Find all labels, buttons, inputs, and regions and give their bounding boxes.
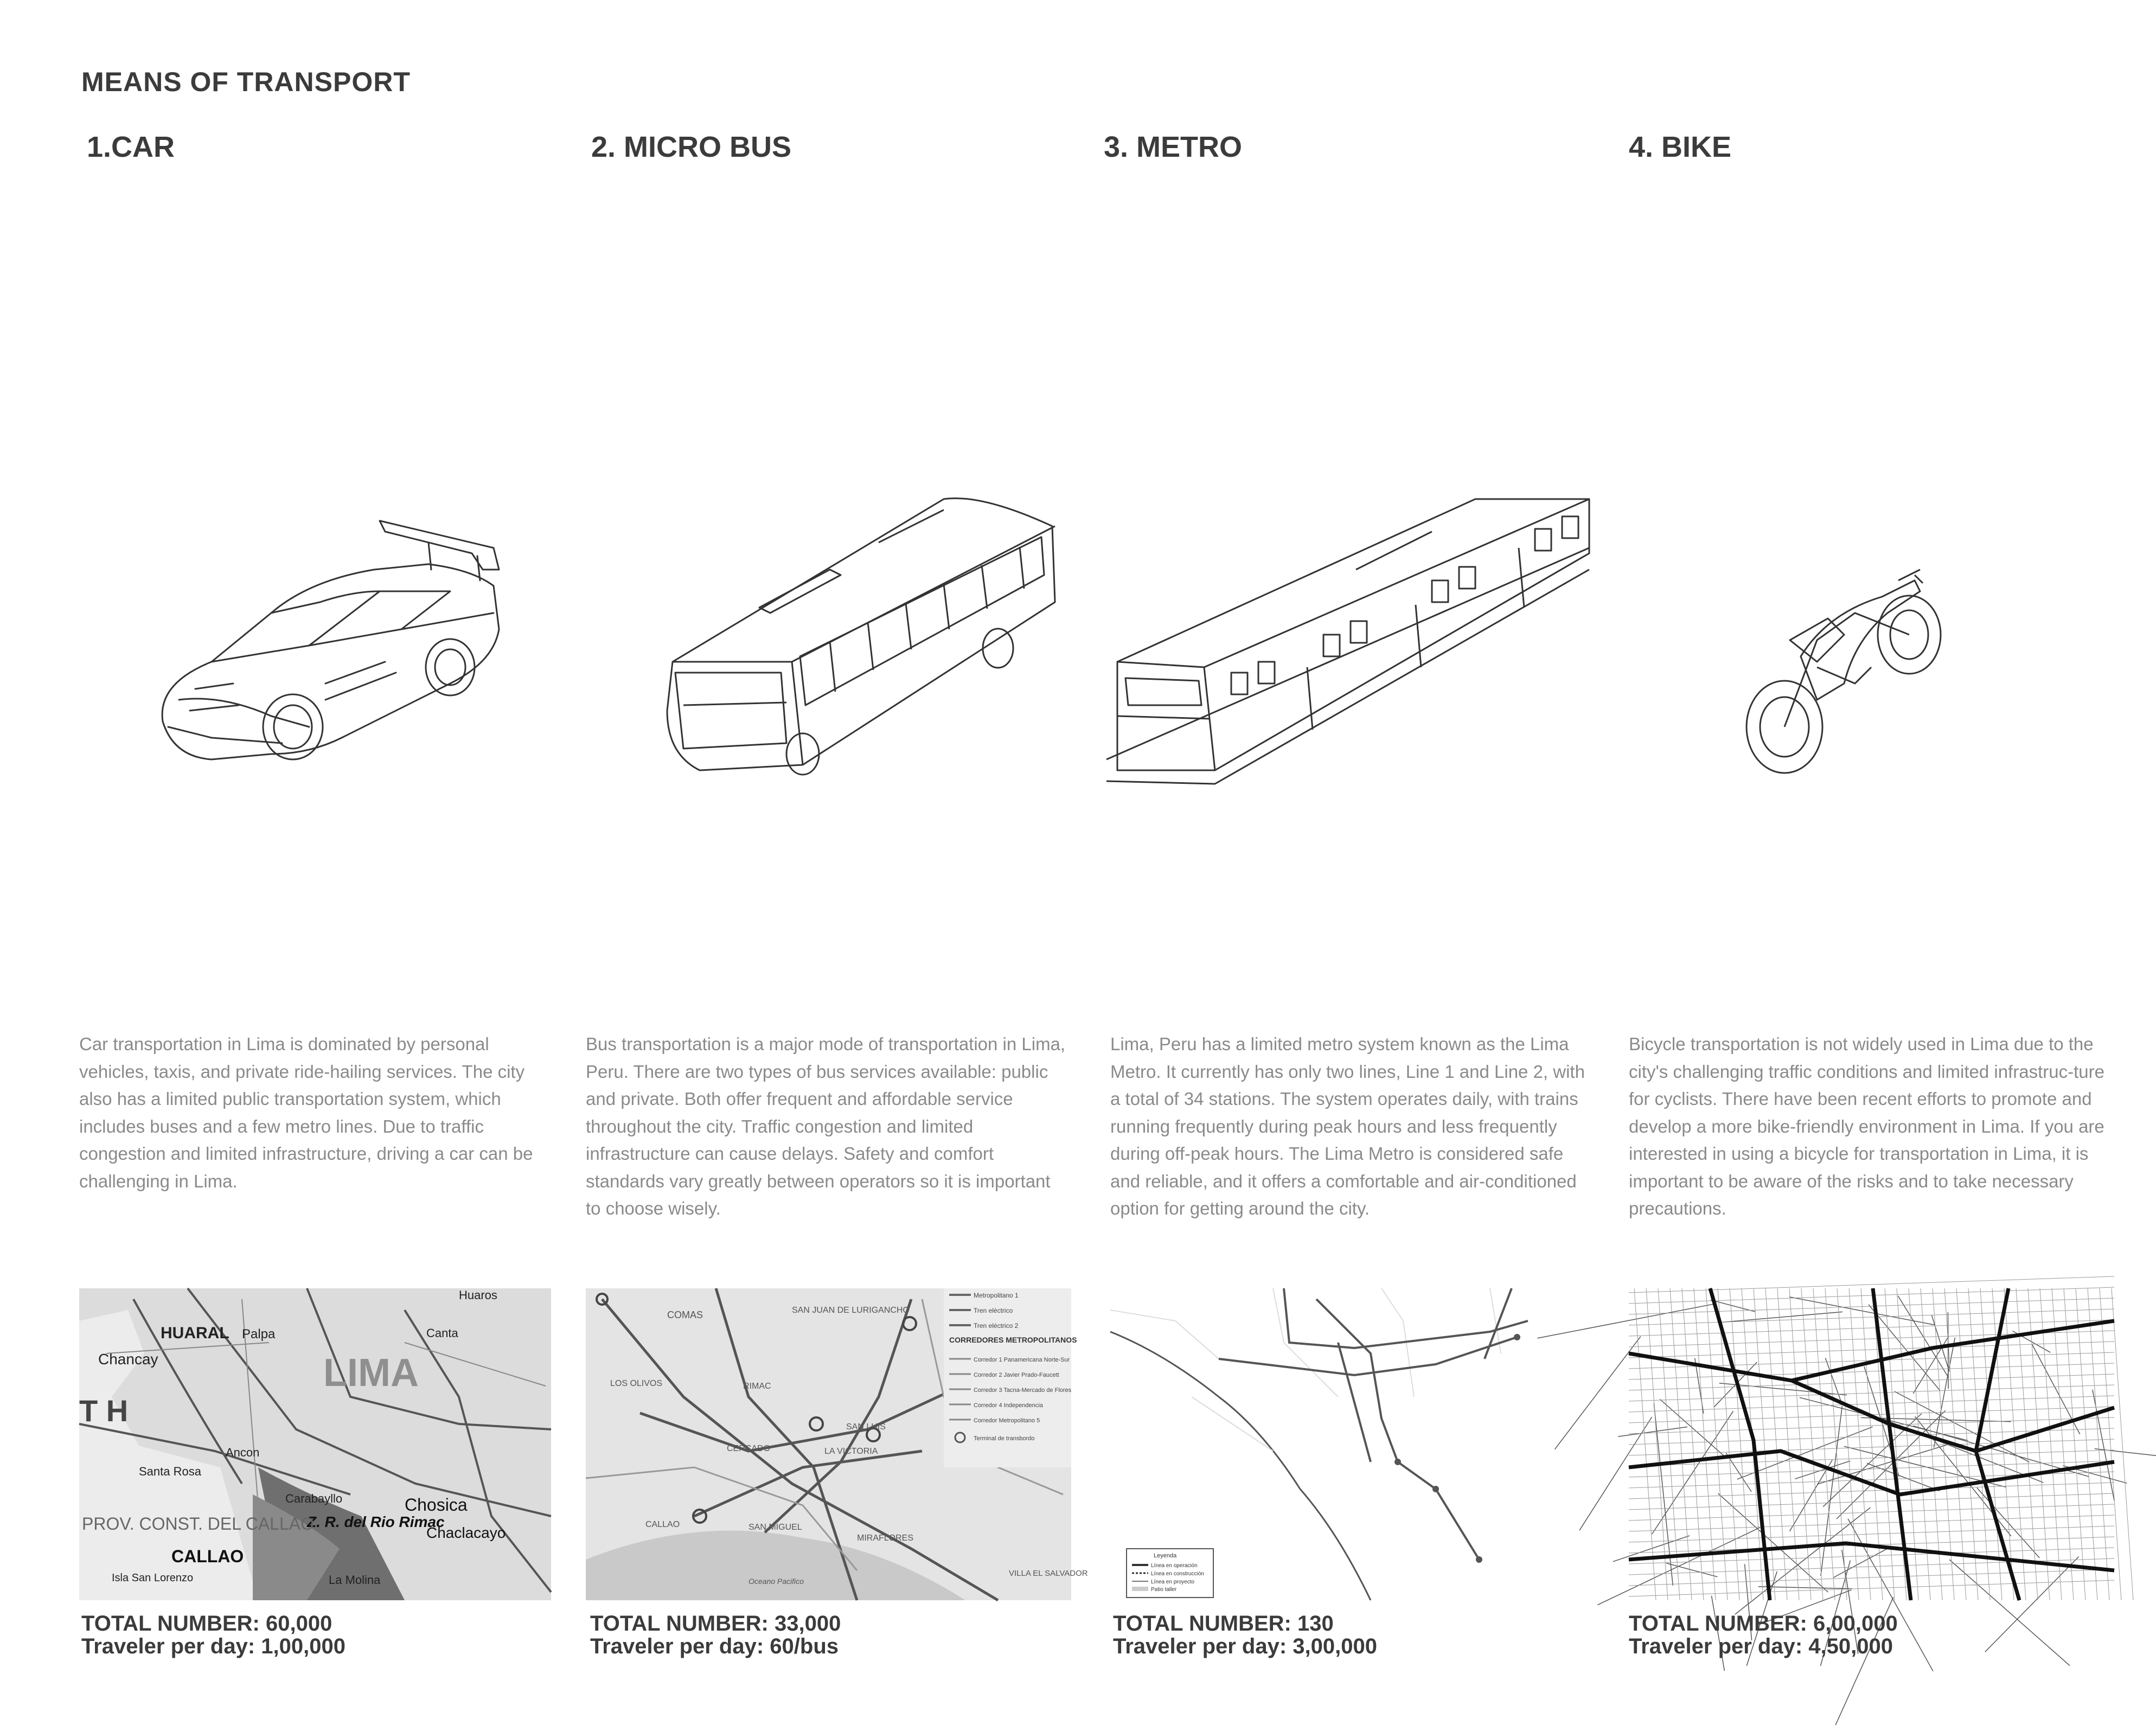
bus-map-label-san-luis: SAN LUIS — [846, 1422, 886, 1432]
bus-map-label-villa: VILLA EL SALVADOR — [1009, 1569, 1088, 1578]
map-label-isla-san-lorenzo: Isla San Lorenzo — [112, 1572, 194, 1584]
bus-legend-item-8: Corredor Metropolitano 5 — [974, 1417, 1040, 1424]
map-label-la-molina: La Molina — [329, 1573, 381, 1587]
map-label-ancon: Ancon — [226, 1446, 260, 1459]
bus-legend-item-2: Tren eléctrico — [974, 1307, 1013, 1314]
map-label-santa-rosa: Santa Rosa — [139, 1465, 201, 1478]
train-icon — [1106, 488, 1595, 814]
motorbike-icon — [1736, 559, 1963, 781]
metro-legend-item-2: Línea en construcción — [1151, 1571, 1204, 1577]
bus-travelers: Traveler per day: 60/bus — [590, 1634, 839, 1658]
bus-stats — [590, 1612, 841, 1658]
bike-total-number: TOTAL NUMBER: 6,00,000 — [1629, 1612, 1898, 1635]
bus-legend-item-7: Corredor 4 Independencia — [974, 1402, 1043, 1409]
metro-legend-item-4: Patio taller — [1151, 1587, 1177, 1593]
map-label-chosica: Chosica — [405, 1495, 468, 1515]
car-stats — [81, 1612, 346, 1658]
bus-description: Bus transportation is a major mode of transportation in Lima, Peru. There are two types of bus services available: public and private. Both offer frequent and affordable service throughout the city. Traffic congestion and limited infrastructure can cause delays. Safety and comfort standards vary greatly between operators so it is important to choose wisely. — [586, 1034, 1066, 1218]
car-total-number: TOTAL NUMBER: 60,000 — [81, 1612, 332, 1635]
bus-legend-title: CORREDORES METROPOLITANOS — [949, 1336, 1077, 1344]
bus-legend-item-4: Corredor 1 Panamericana Norte-Sur — [974, 1357, 1070, 1363]
car-title: 1.CAR — [87, 131, 175, 163]
car-map — [79, 1288, 551, 1600]
bike-travelers: Traveler per day: 4,50,000 — [1629, 1634, 1893, 1658]
bike-description: Bicycle transportation is not widely used in Lima due to the city's challenging traffic conditions and limited infrastruc-ture for cyclists. There have been recent efforts to promote and develop a more bike-friendly environment in Lima. If you are interested in using a bicycle for transportation in Lima, it is important to be aware of the risks and to take necessary precautions. — [1629, 1034, 2104, 1218]
bus-legend-item-3: Tren eléctrico 2 — [974, 1322, 1019, 1330]
bus-legend-item-9: Terminal de transbordo — [974, 1435, 1035, 1442]
bus-legend-item-5: Corredor 2 Javier Prado-Faucett — [974, 1372, 1059, 1378]
page-title: MEANS OF TRANSPORT — [81, 67, 411, 97]
metro-travelers: Traveler per day: 3,00,000 — [1113, 1634, 1377, 1658]
bus-map-label-cercado: CERCADO — [727, 1444, 771, 1453]
map-label-huaros: Huaros — [459, 1288, 497, 1302]
bus-map — [586, 1288, 1088, 1600]
bus-map-label-callao: CALLAO — [645, 1520, 680, 1529]
bus-icon — [651, 483, 1058, 792]
metro-total-number: TOTAL NUMBER: 130 — [1113, 1612, 1334, 1635]
metro-legend-title: Leyenda — [1154, 1553, 1177, 1559]
bus-total-number: TOTAL NUMBER: 33,000 — [590, 1612, 841, 1635]
metro-title: 3. METRO — [1104, 131, 1243, 163]
car-icon — [146, 510, 515, 792]
map-label-callao: CALLAO — [171, 1547, 244, 1566]
map-label-canta: Canta — [426, 1326, 458, 1340]
car-travelers: Traveler per day: 1,00,000 — [81, 1634, 346, 1658]
bus-map-label-ocean: Oceano Pacifico — [748, 1577, 804, 1586]
bike-stats — [1629, 1612, 1898, 1658]
metro-stats — [1113, 1612, 1377, 1658]
bus-map-label-san-miguel: SAN MIGUEL — [748, 1523, 802, 1532]
bus-map-label-miraflores: MIRAFLORES — [857, 1534, 914, 1543]
map-label-chaclacayo: Chaclacayo — [426, 1524, 506, 1541]
bus-legend-item-1: Metropolitano 1 — [974, 1292, 1019, 1299]
map-label-palpa: Palpa — [242, 1327, 276, 1341]
map-label-lima: LIMA — [323, 1351, 419, 1395]
map-label-huaral: HUARAL — [161, 1324, 229, 1342]
bus-map-label-rimac: RIMAC — [743, 1382, 771, 1391]
map-label-chancay: Chancay — [98, 1351, 158, 1368]
bike-title: 4. BIKE — [1629, 131, 1732, 163]
metro-legend-item-1: Línea en operación — [1151, 1563, 1198, 1569]
map-label-prov-callao: PROV. CONST. DEL CALLAO — [82, 1514, 314, 1534]
bus-map-label-comas: COMAS — [667, 1309, 703, 1320]
svg-text:T H: T H — [79, 1394, 129, 1428]
car-description: Car transportation in Lima is dominated by personal vehicles, taxis, and private ride-hailing services. The city also has a limited public transportation system, which includes buses and a few metro lines. Due to traffic congestion and limited infrastructure, driving a car can be challenging in Lima. — [79, 1034, 533, 1191]
metro-legend-item-3: Línea en proyecto — [1151, 1579, 1195, 1585]
micro-bus-title: 2. MICRO BUS — [591, 131, 792, 163]
bus-map-label-la-victoria: LA VICTORIA — [824, 1447, 878, 1456]
map-label-rimac: Z. R. del Rio Rimac — [307, 1513, 445, 1530]
bike-map — [1629, 1288, 2114, 1600]
metro-map — [1110, 1288, 1596, 1600]
bus-map-label-sjl: SAN JUAN DE LURIGANCHO — [792, 1306, 910, 1315]
map-label-carabayllo: Carabayllo — [285, 1492, 343, 1505]
metro-description: Lima, Peru has a limited metro system known as the Lima Metro. It currently has only two lines, Line 1 and Line 2, with a total of 34 stations. The system operates daily, with trains running frequently during peak hours and less frequently during off-peak hours. The Lima Metro is considered safe and reliable, and it offers a comfortable and air-conditioned option for getting around the city. — [1110, 1034, 1585, 1218]
bus-legend-item-6: Corredor 3 Tacna-Mercado de Flores — [974, 1387, 1072, 1394]
bus-map-label-los-olivos: LOS OLIVOS — [610, 1379, 663, 1388]
